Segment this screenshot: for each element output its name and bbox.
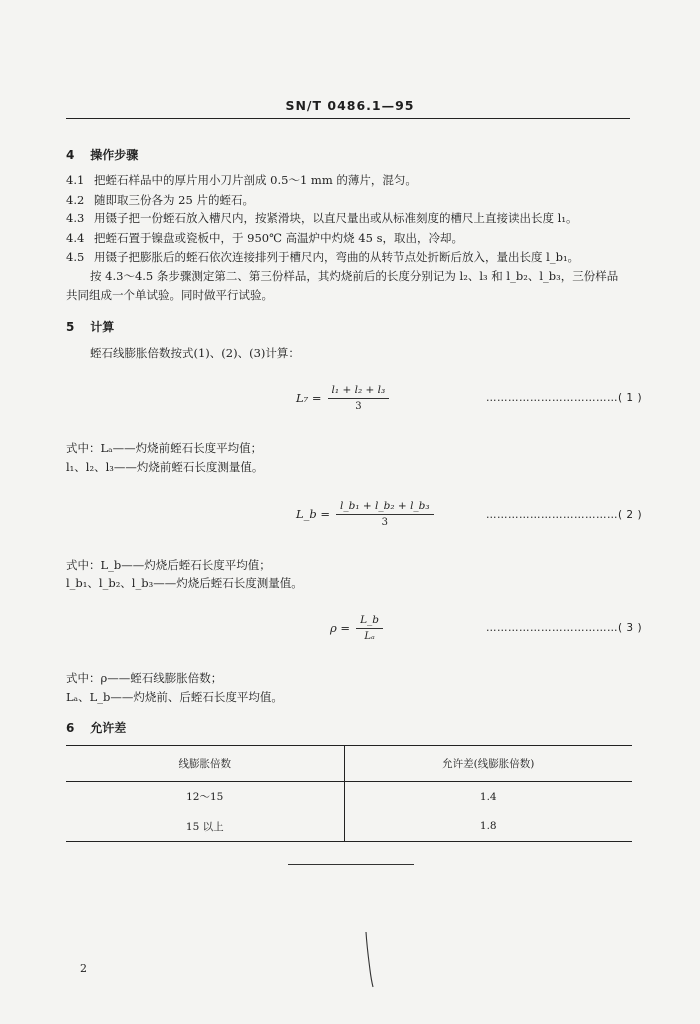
formula-3-numerator: L_b xyxy=(356,614,383,629)
step-text: 把蛭石置于镍盘或瓷板中，于 950℃ 高温炉中灼烧 45 s，取出，冷却。 xyxy=(94,231,463,245)
where-1-b: l₁、l₂、l₃——灼烧前蛭石长度测量值。 xyxy=(66,460,264,474)
note-line-1: 按 4.3～4.5 条步骤测定第二、第三份样品，其灼烧前后的长度分别记为 l₂、l₃ 和 l_b₂、l_b₃，三份样品 xyxy=(90,269,619,283)
step-number: 4.1 xyxy=(66,173,85,187)
formula-1-leader xyxy=(486,392,642,404)
formula-3-fraction xyxy=(356,614,383,642)
step-number: 4.4 xyxy=(66,231,85,245)
step-text: 把蛭石样品中的厚片用小刀片剖成 0.5～1 mm 的薄片，混匀。 xyxy=(94,173,417,187)
formula-1-fraction xyxy=(328,384,390,412)
header-rule xyxy=(66,118,630,119)
tolerance-table xyxy=(66,745,632,842)
where-3-b: Lₐ、L_b——灼烧前、后蛭石长度平均值。 xyxy=(66,690,283,704)
table-header-row xyxy=(66,746,632,782)
step-4-3 xyxy=(66,210,577,226)
formula-1-lhs: L₇ = xyxy=(296,391,322,405)
formula-3-denominator: Lₐ xyxy=(364,631,375,642)
formula-2-denominator: 3 xyxy=(381,517,389,528)
step-number: 4.2 xyxy=(66,193,85,207)
table-cell: 1.8 xyxy=(344,812,632,842)
where-2-a: 式中：L_b——灼烧后蛭石长度平均值； xyxy=(66,558,271,572)
section-5-number: 5 xyxy=(66,320,75,334)
formula-2 xyxy=(296,500,434,528)
section-6-number: 6 xyxy=(66,721,75,735)
formula-1 xyxy=(296,384,389,412)
note-line-2: 共同组成一个单试验。同时做平行试验。 xyxy=(66,288,273,302)
step-4-2 xyxy=(66,192,254,208)
where-1-a: 式中：Lₐ——灼烧前蛭石长度平均值； xyxy=(66,441,263,455)
formula-2-numerator: l_b₁ + l_b₂ + l_b₃ xyxy=(336,500,434,515)
pen-mark xyxy=(360,930,380,990)
section-5-title: 计算 xyxy=(90,320,115,334)
calc-intro: 蛭石线膨胀倍数按式(1)、(2)、(3)计算： xyxy=(90,346,300,360)
formula-2-leader xyxy=(486,509,642,521)
formula-1-numerator: l₁ + l₂ + l₃ xyxy=(328,384,390,399)
formula-2-fraction xyxy=(336,500,434,528)
leader-dots: ……………………………… xyxy=(486,509,618,521)
step-4-5 xyxy=(66,249,579,265)
section-4-title: 操作步骤 xyxy=(90,148,139,162)
section-4-number: 4 xyxy=(66,148,75,162)
where-2-b: l_b₁、l_b₂、l_b₃——灼烧后蛭石长度测量值。 xyxy=(66,576,303,590)
section-5-heading xyxy=(66,318,114,335)
formula-3 xyxy=(330,614,383,642)
formula-2-tag: ( 2 ) xyxy=(618,509,643,521)
step-4-4 xyxy=(66,230,463,246)
table-header-cell: 线膨胀倍数 xyxy=(66,746,344,782)
section-6-heading xyxy=(66,719,126,736)
step-text: 随即取三份各为 25 片的蛭石。 xyxy=(94,193,254,207)
page-number: 2 xyxy=(80,962,87,975)
leader-dots: ……………………………… xyxy=(486,622,618,634)
step-text: 用镊子把一份蛭石放入槽尺内，按紧滑块，以直尺量出或从标准刻度的槽尺上直接读出长度 l₁。 xyxy=(94,211,578,225)
formula-3-leader xyxy=(486,622,642,634)
step-number: 4.5 xyxy=(66,250,85,264)
end-rule xyxy=(288,864,414,865)
formula-3-tag: ( 3 ) xyxy=(618,622,643,634)
table-header-cell: 允许差(线膨胀倍数) xyxy=(344,746,632,782)
table-row xyxy=(66,812,632,842)
step-text: 用镊子把膨胀后的蛭石依次连接排列于槽尺内，弯曲的从转节点处折断后放入，量出长度 l_b₁。 xyxy=(94,250,580,264)
table-cell: 1.4 xyxy=(479,790,497,803)
formula-3-lhs: ρ = xyxy=(330,621,351,635)
formula-2-lhs: L_b = xyxy=(296,507,331,521)
where-3-a: 式中：ρ——蛭石线膨胀倍数； xyxy=(66,671,223,685)
document-code: SN/T 0486.1—95 xyxy=(285,98,415,113)
step-4-1 xyxy=(66,172,417,188)
table-row xyxy=(66,782,632,812)
leader-dots: ……………………………… xyxy=(486,392,618,404)
formula-1-tag: ( 1 ) xyxy=(618,392,643,404)
section-6-title: 允许差 xyxy=(90,721,127,735)
section-4-heading xyxy=(66,146,138,163)
step-number: 4.3 xyxy=(66,211,85,225)
formula-1-denominator: 3 xyxy=(355,401,362,412)
table-cell: 12～15 xyxy=(66,782,344,812)
table-cell: 15 以上 xyxy=(66,812,344,842)
